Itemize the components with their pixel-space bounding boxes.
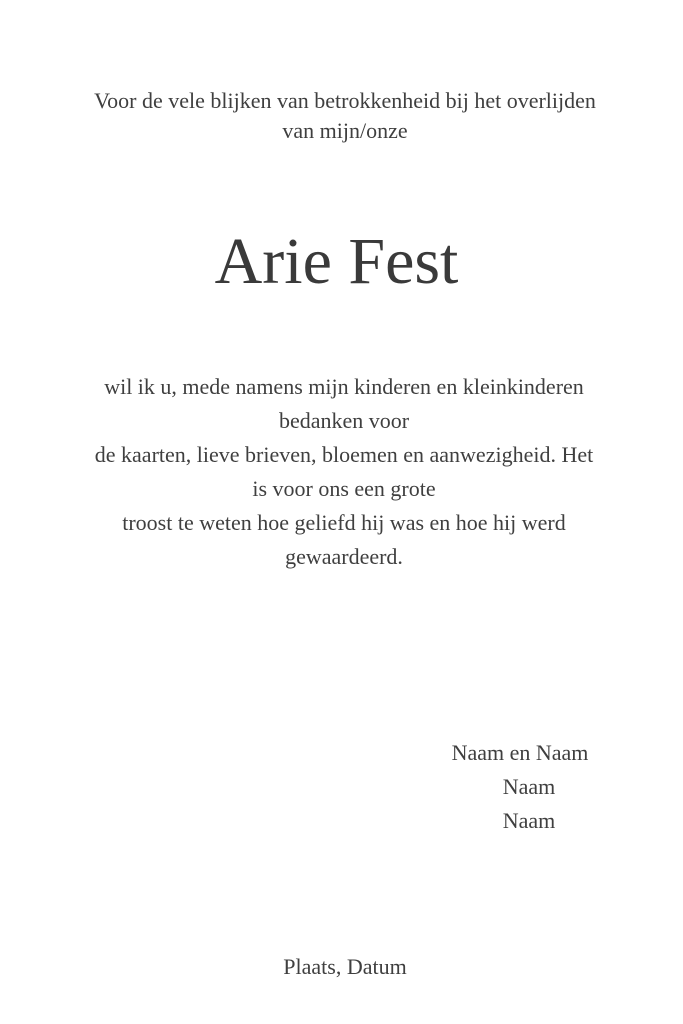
message-line: wil ik u, mede namens mijn kinderen en kleinkinderen [104,374,584,399]
message-line: gewaardeerd. [285,544,403,569]
place-date: Plaats, Datum [283,954,407,979]
signature-name: Naam [502,808,556,833]
message-text [44,370,644,574]
signature-block [420,736,620,838]
message-line: de kaarten, lieve brieven, bloemen en aanwezigheid. Het [94,442,594,467]
message-line: is voor ons een grote [252,476,436,501]
intro-text [40,86,650,146]
message-line: bedanken voor [278,408,410,433]
message-line: troost te weten hoe geliefd hij was en hoe hij werd [122,510,566,535]
intro-line: Voor de vele blijken van betrokkenheid bij het overlijden [94,88,596,113]
signature-name: Naam en Naam [451,740,589,765]
intro-line: van mijn/onze [282,118,408,143]
signature-name: Naam [502,774,556,799]
deceased-name: Arie Fest [214,225,459,298]
